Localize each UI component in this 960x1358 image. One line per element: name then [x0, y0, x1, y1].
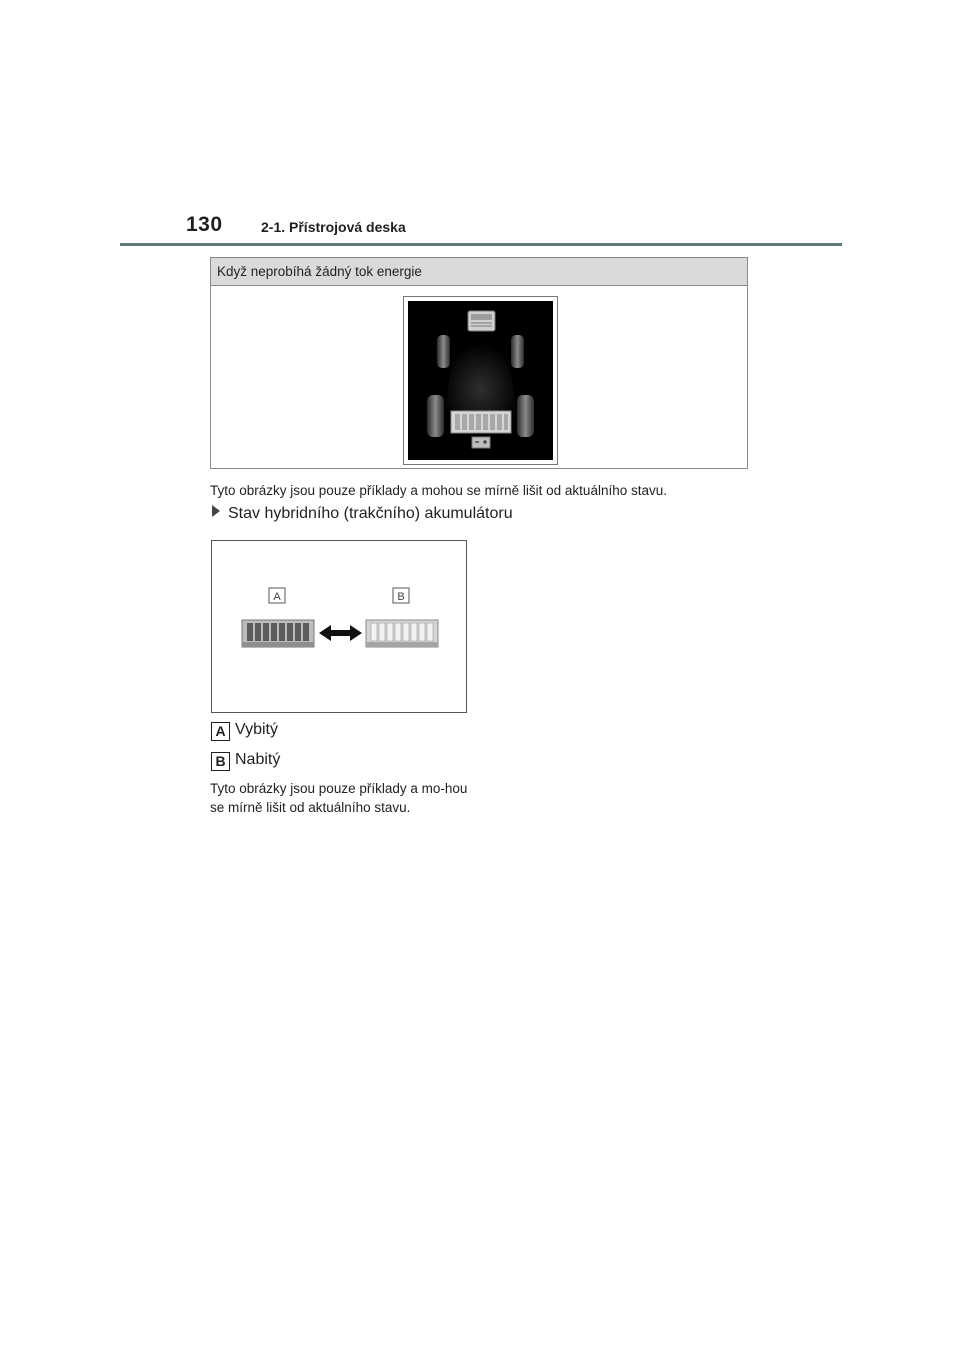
rear-left-tire-icon [427, 395, 444, 437]
hybrid-battery-icon [451, 411, 511, 433]
legend-item-a [211, 721, 278, 741]
label-b-box [393, 588, 409, 603]
rear-right-tire-icon [517, 395, 534, 437]
section-title: 2-1. Přístrojová deska [261, 219, 406, 235]
charged-battery-icon [366, 620, 438, 647]
battery-state-illustration [212, 541, 466, 712]
legend-text-b: Nabitý [235, 751, 281, 768]
triangle-bullet-icon [212, 505, 220, 517]
label-a-text: A [273, 591, 281, 603]
front-left-tire-icon [437, 335, 450, 368]
page-number: 130 [186, 213, 223, 236]
front-right-tire-icon [511, 335, 524, 368]
engine-icon [468, 311, 495, 331]
battery-status-heading-text: Stav hybridního (trakčního) akumulátoru [228, 505, 513, 522]
label-a-box [269, 588, 285, 603]
legend-item-b [211, 751, 280, 771]
legend-key-a: A [211, 722, 230, 741]
car-screen-frame [403, 296, 558, 465]
legend-key-b: B [211, 752, 230, 771]
energy-flow-table [210, 257, 748, 469]
energy-monitor-illustration [408, 301, 553, 460]
auxiliary-battery-icon [472, 437, 490, 448]
battery-status-figure [211, 540, 467, 713]
energy-table-heading: Když neprobíhá žádný tok energie [211, 258, 747, 286]
disclaimer-note: Tyto obrázky jsou pouze příklady a mohou se mírně lišit od aktuálního stavu. [210, 483, 667, 498]
battery-status-heading [212, 505, 513, 523]
discharged-battery-icon [242, 620, 314, 647]
energy-monitor-screen [408, 301, 553, 460]
header-rule [120, 243, 842, 246]
label-b-text: B [397, 591, 405, 603]
legend-text-a: Vybitý [235, 721, 278, 738]
disclaimer-note-2: Tyto obrázky jsou pouze příklady a mo-hou se mírně lišit od aktuálního stavu. [210, 781, 468, 815]
double-arrow-icon [319, 625, 362, 641]
